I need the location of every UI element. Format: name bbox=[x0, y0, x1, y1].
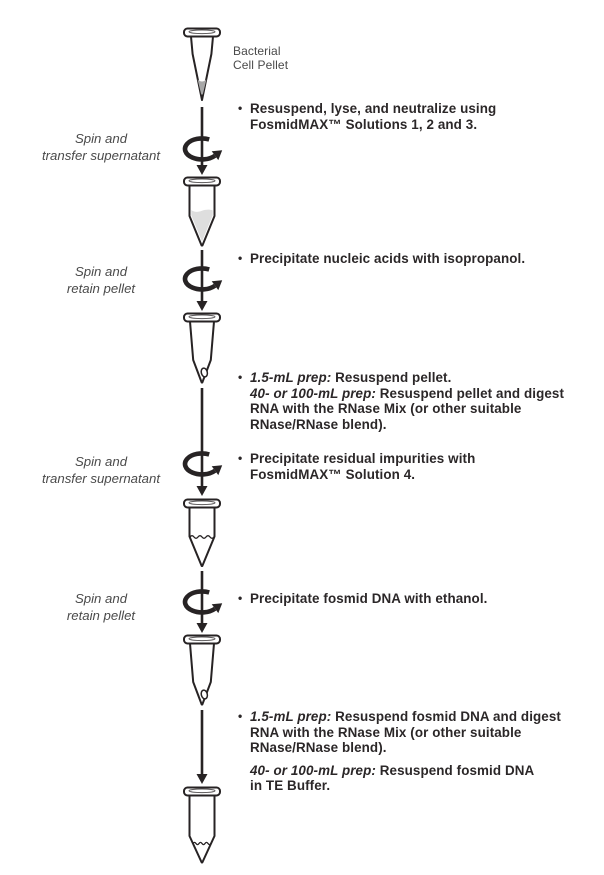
tube-supernatant bbox=[180, 176, 224, 249]
tube-fosmid-dna-pellet bbox=[180, 634, 224, 708]
side-label-line: retain pellet bbox=[66, 608, 136, 623]
step-note-line: Resuspend, lyse, and neutralize using bbox=[250, 101, 497, 116]
step-note-line: RNA with the RNase Mix (or other suitable bbox=[250, 724, 522, 740]
bullet-marker: • bbox=[238, 591, 243, 605]
side-label-spin-retain-2 bbox=[22, 590, 180, 624]
step-note-5 bbox=[238, 591, 487, 607]
step-note-line: Precipitate residual impurities with bbox=[250, 451, 476, 466]
bullet-marker: • bbox=[238, 709, 243, 723]
prep-size-lead: 1.5-mL prep: bbox=[250, 709, 332, 724]
step-note-text: Resuspend pellet. bbox=[331, 370, 452, 385]
side-label-line: Spin and bbox=[74, 454, 128, 469]
step-note-2 bbox=[238, 251, 525, 267]
step-note-text: Resuspend fosmid DNA and digest bbox=[331, 709, 561, 724]
step-note-text: Resuspend fosmid DNA bbox=[375, 762, 535, 778]
start-label-line1: Bacterial bbox=[233, 44, 281, 58]
bullet-marker: • bbox=[238, 370, 243, 384]
side-label-spin-transfer-2 bbox=[22, 453, 180, 487]
step-note-3 bbox=[238, 370, 564, 432]
tube-final-fosmid-dna bbox=[180, 786, 224, 866]
tube-nucleic-acid-pellet bbox=[180, 312, 224, 386]
step-note-line: RNase/RNase blend). bbox=[250, 740, 387, 755]
side-label-line: transfer supernatant bbox=[41, 471, 161, 486]
side-label-line: transfer supernatant bbox=[41, 148, 161, 163]
centrifuge-spin-icon-4 bbox=[180, 589, 228, 623]
step-note-line: in TE Buffer. bbox=[250, 778, 331, 793]
step-note-line: RNase/RNase blend). bbox=[250, 416, 387, 432]
step-note-line: Precipitate nucleic acids with isopropanol. bbox=[250, 251, 526, 266]
step-note-line: Precipitate fosmid DNA with ethanol. bbox=[250, 591, 488, 606]
step-note-line: FosmidMAX™ Solution 4. bbox=[250, 466, 416, 482]
centrifuge-spin-icon-3 bbox=[180, 451, 228, 485]
side-label-line: Spin and bbox=[74, 591, 128, 606]
step-note-line bbox=[250, 386, 564, 402]
step-note-line: FosmidMAX™ Solutions 1, 2 and 3. bbox=[250, 116, 478, 132]
flow-arrow-5 bbox=[194, 710, 210, 789]
step-note-line bbox=[250, 370, 564, 386]
tube-bacterial-cell-pellet bbox=[180, 27, 224, 105]
step-note-1 bbox=[238, 101, 496, 132]
side-label-line: retain pellet bbox=[66, 281, 136, 296]
side-label-line: Spin and bbox=[74, 131, 128, 146]
bullet-marker: • bbox=[238, 451, 243, 465]
step-note-line bbox=[250, 763, 561, 779]
prep-size-lead: 40- or 100-mL prep: bbox=[250, 762, 376, 778]
step-note-text: Resuspend pellet and digest bbox=[375, 385, 565, 401]
prep-size-lead: 1.5-mL prep: bbox=[250, 370, 332, 385]
step-note-line bbox=[250, 709, 561, 725]
step-note-6 bbox=[238, 709, 561, 794]
bullet-marker: • bbox=[238, 101, 243, 115]
centrifuge-spin-icon-2 bbox=[180, 266, 228, 300]
centrifuge-spin-icon-1 bbox=[180, 136, 228, 170]
side-label-spin-transfer-1 bbox=[22, 130, 180, 164]
start-label-line2: Cell Pellet bbox=[233, 57, 289, 72]
side-label-line: Spin and bbox=[74, 264, 128, 279]
tube-resuspended-sample bbox=[180, 498, 224, 570]
prep-size-lead: 40- or 100-mL prep: bbox=[250, 385, 376, 401]
start-label bbox=[233, 45, 288, 72]
bullet-marker: • bbox=[238, 251, 243, 265]
step-note-line: RNA with the RNase Mix (or other suitable bbox=[250, 401, 522, 416]
step-note-4 bbox=[238, 451, 475, 482]
side-label-spin-retain-1 bbox=[22, 263, 180, 297]
